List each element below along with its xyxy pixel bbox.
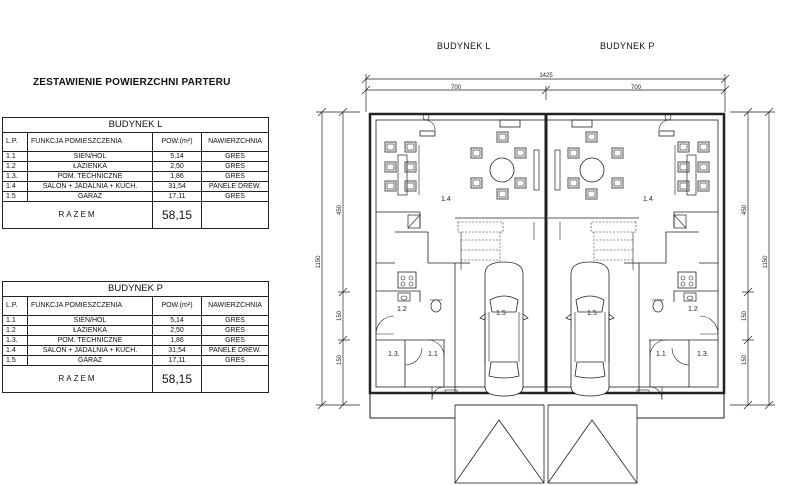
cell-funkcja: ŁAZIENKA [28, 326, 153, 336]
cell-funkcja: SIEŃ/HOL [28, 316, 153, 326]
cell-pow: 5,14 [153, 152, 202, 162]
room-label-1-1-right: 1.1 [656, 351, 666, 358]
cell-pow: 2,50 [153, 162, 202, 172]
cell-pow: 5,14 [153, 316, 202, 326]
dim-side-c-left: 150 [337, 354, 343, 366]
cell-nawierzchnia: GRES [202, 162, 269, 172]
cell-nawierzchnia: PANELE DREW. [202, 346, 269, 356]
cell-funkcja: SIEŃ/HOL [28, 152, 153, 162]
cell-nawierzchnia: GRES [202, 356, 269, 366]
dim-side-total-right: 1150 [763, 255, 769, 269]
room-label-1-5-right: 1.5 [587, 310, 597, 317]
cell-lp: 1.4 [3, 182, 28, 192]
driveway [455, 405, 637, 483]
dim-side-b-right: 150 [742, 310, 748, 322]
header-pow: POW.(m²) [153, 133, 202, 152]
dim-left-label: 700 [450, 85, 462, 91]
dim-side-a-right: 450 [742, 204, 748, 216]
cell-funkcja: POM. TECHNICZNE [28, 336, 153, 346]
room-label-1-2-left: 1.2 [397, 306, 407, 313]
room-label-1-5-left: 1.5 [496, 310, 506, 317]
cell-pow: 2,50 [153, 326, 202, 336]
cell-pow: 1,86 [153, 336, 202, 346]
cell-lp: 1.1 [3, 152, 28, 162]
cell-nawierzchnia: GRES [202, 326, 269, 336]
room-label-1-1-left: 1.1 [428, 351, 438, 358]
plan-label-budynek-p: BUDYNEK P [600, 41, 655, 51]
outer-walls [370, 114, 724, 418]
unit-left-interior [376, 114, 546, 400]
cell-lp: 1.5 [3, 192, 28, 202]
cell-lp: 1.2 [3, 162, 28, 172]
dim-side-b-left: 150 [337, 310, 343, 322]
table-caption: BUDYNEK L [3, 118, 269, 133]
razem-value: 58,15 [153, 366, 202, 393]
summary-title: ZESTAWIENIE POWIERZCHNI PARTERU [33, 77, 231, 88]
dimension-top [362, 74, 729, 112]
cell-pow: 31,54 [153, 346, 202, 356]
cell-funkcja: GARAŻ [28, 356, 153, 366]
razem-label: RAZEM [3, 366, 153, 393]
plan-label-budynek-l: BUDYNEK L [437, 41, 491, 51]
header-nawierzchnia: NAWIERZCHNIA [202, 297, 269, 316]
cell-funkcja: ŁAZIENKA [28, 162, 153, 172]
cell-lp: 1.1 [3, 316, 28, 326]
cell-nawierzchnia: GRES [202, 172, 269, 182]
dim-total-label: 1425 [539, 73, 553, 79]
cell-funkcja: GARAŻ [28, 192, 153, 202]
cell-nawierzchnia: PANELE DREW. [202, 182, 269, 192]
header-nawierzchnia: NAWIERZCHNIA [202, 133, 269, 152]
cell-pow: 17,11 [153, 356, 202, 366]
cell-lp: 1.3. [3, 336, 28, 346]
cell-lp: 1.2 [3, 326, 28, 336]
header-pow: POW.(m²) [153, 297, 202, 316]
cell-lp: 1.5 [3, 356, 28, 366]
razem-value: 58,15 [153, 202, 202, 229]
cell-nawierzchnia: GRES [202, 152, 269, 162]
room-label-1-3-left: 1.3. [388, 351, 400, 358]
cell-pow: 31,54 [153, 182, 202, 192]
room-label-1-4-left: 1.4 [441, 196, 451, 203]
header-funkcja: FUNKCJA POMIESZCZENIA [28, 133, 153, 152]
header-lp: L.P. [3, 133, 28, 152]
razem-label: RAZEM [3, 202, 153, 229]
cell-nawierzchnia: GRES [202, 316, 269, 326]
header-lp: L.P. [3, 297, 28, 316]
room-label-1-2-right: 1.2 [688, 306, 698, 313]
room-label-1-3-right: 1.3. [697, 351, 709, 358]
cell-lp: 1.4 [3, 346, 28, 356]
room-label-1-4-right: 1.4 [643, 196, 653, 203]
header-funkcja: FUNKCJA POMIESZCZENIA [28, 297, 153, 316]
cell-nawierzchnia: GRES [202, 192, 269, 202]
dim-right-label: 700 [630, 85, 642, 91]
cell-lp: 1.3. [3, 172, 28, 182]
unit-right-interior [548, 114, 718, 400]
cell-pow: 1,86 [153, 172, 202, 182]
dim-side-total-left: 1150 [316, 255, 322, 269]
cell-pow: 17,11 [153, 192, 202, 202]
cell-nawierzchnia: GRES [202, 336, 269, 346]
dim-side-c-right: 150 [742, 354, 748, 366]
table-caption: BUDYNEK P [3, 282, 269, 297]
cell-funkcja: SALON + JADALNIA + KUCH. [28, 346, 153, 356]
cell-funkcja: POM. TECHNICZNE [28, 172, 153, 182]
cell-funkcja: SALON + JADALNIA + KUCH. [28, 182, 153, 192]
dim-side-a-left: 450 [337, 204, 343, 216]
